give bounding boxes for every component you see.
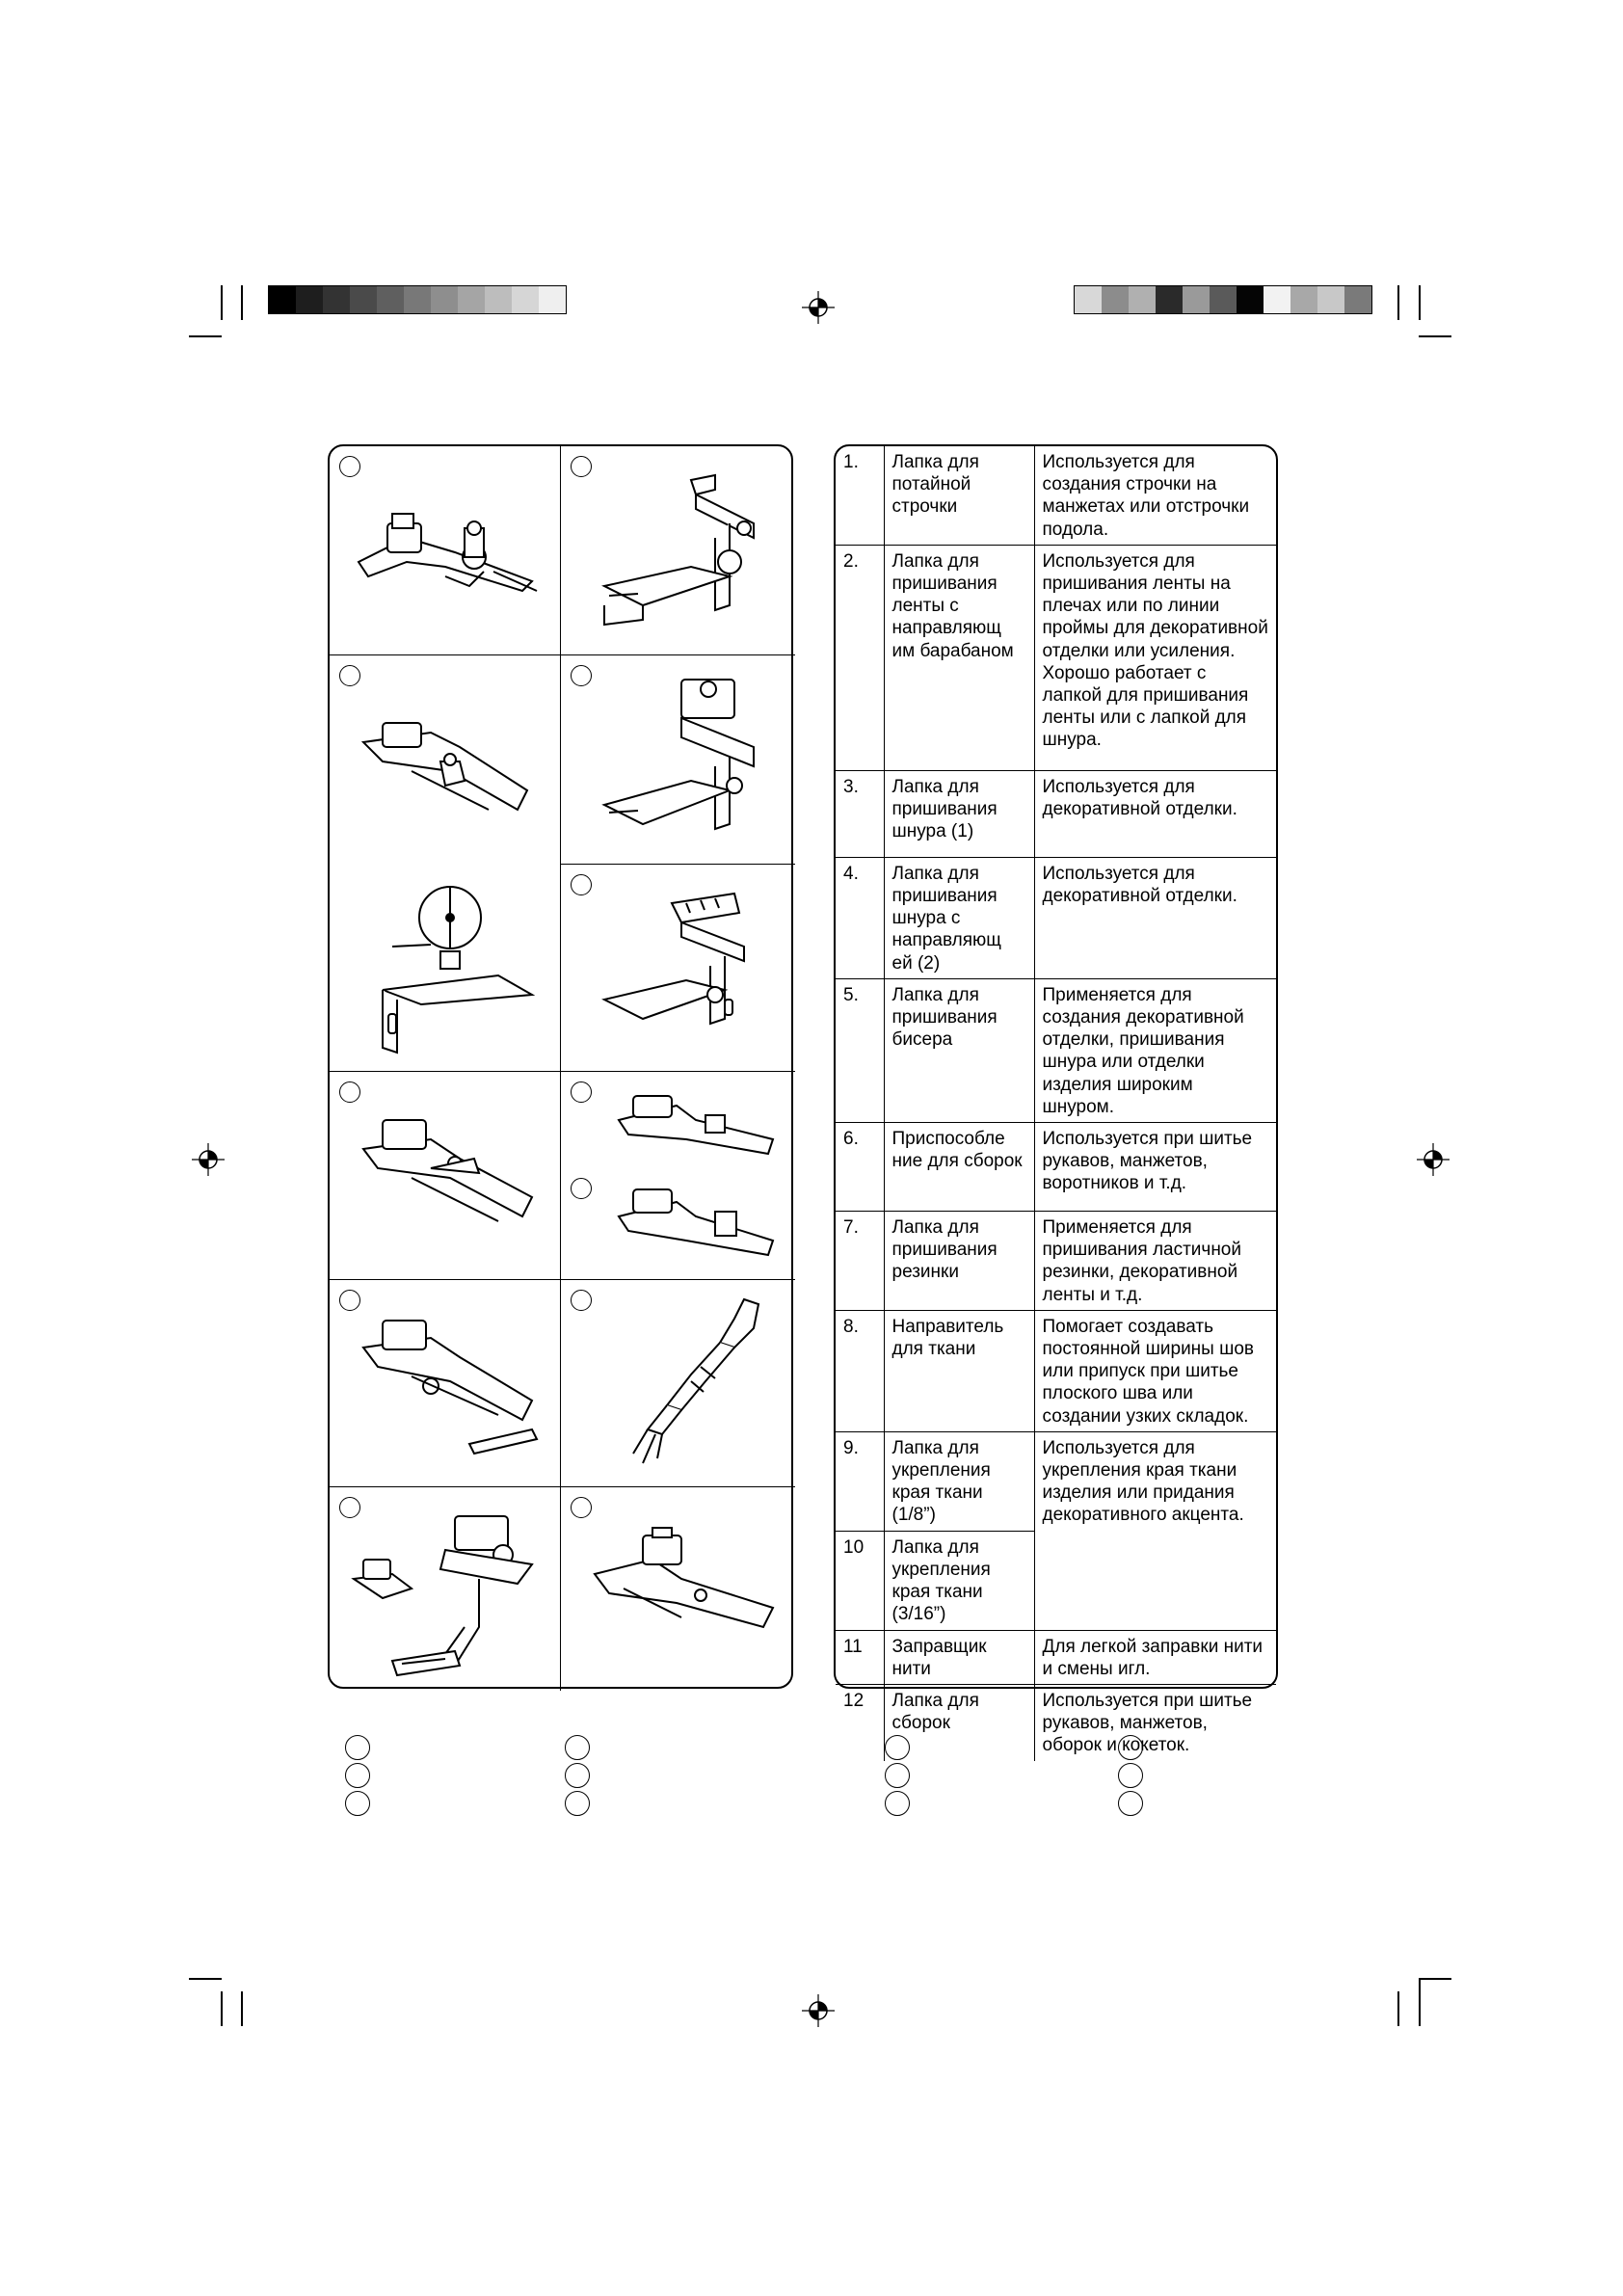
legend-circle <box>345 1763 370 1788</box>
item-description: Используется для создания строчки на манжетах или отстрочки подола. <box>1034 446 1276 545</box>
legend-circle <box>885 1735 910 1760</box>
item-description <box>1034 545 1276 770</box>
figure-number-circle <box>571 1497 592 1518</box>
legend-circle <box>565 1791 590 1816</box>
item-description-main: Используется для пришивания ленты на плечах или по линии проймы для декоративной отделки или усиления. <box>1042 550 1268 661</box>
figure-number-circle <box>339 1081 360 1103</box>
item-name: Лапка для укрепления края ткани (1/8”) <box>884 1431 1034 1531</box>
item-number: 3. <box>836 770 884 857</box>
crop-mark <box>1419 1978 1421 2026</box>
table-row <box>836 545 1276 770</box>
item-number: 8. <box>836 1310 884 1431</box>
item-number: 1. <box>836 446 884 545</box>
legend-circle <box>345 1791 370 1816</box>
legend-circle <box>1118 1735 1143 1760</box>
table-row <box>836 446 1276 545</box>
tape-reel-guide-icon <box>354 869 546 1062</box>
figure-cell <box>330 1072 561 1280</box>
item-number: 2. <box>836 545 884 770</box>
blind-stitch-foot-icon <box>349 494 542 620</box>
crop-mark <box>221 285 223 320</box>
legend-circle <box>565 1735 590 1760</box>
item-name: Лапка для сборок <box>884 1684 1034 1760</box>
item-number: 10 <box>836 1531 884 1630</box>
tape-guide-icon <box>585 470 778 639</box>
figure-number-circle <box>571 1081 592 1103</box>
item-name: Лапка для пришивания шнура с направляющ ей (2) <box>884 857 1034 978</box>
item-name: Лапка для укрепления края ткани (3/16”) <box>884 1531 1034 1630</box>
registration-mark-icon <box>192 1143 225 1176</box>
crop-mark <box>241 285 243 320</box>
item-number: 5. <box>836 978 884 1122</box>
item-number: 9. <box>836 1431 884 1531</box>
figure-cell <box>561 1487 795 1691</box>
crop-mark <box>189 1978 222 1980</box>
legend-circle <box>885 1763 910 1788</box>
table-row <box>836 857 1276 978</box>
shirring-attachment-icon <box>354 1101 546 1255</box>
accessories-table <box>834 444 1278 1756</box>
figure-number-circle <box>339 665 360 686</box>
table-row <box>836 1630 1276 1684</box>
item-number: 12 <box>836 1684 884 1760</box>
item-number: 11 <box>836 1630 884 1684</box>
figure-cell <box>561 865 795 1072</box>
fabric-guide-icon <box>344 1511 551 1685</box>
item-description: Используется для декоративной отделки. <box>1034 770 1276 857</box>
figure-number-circle <box>571 1178 592 1199</box>
crop-mark <box>241 1991 243 2026</box>
item-description-note: Хорошо работает с лапкой для пришивания ленты или с лапкой для шнура. <box>1042 662 1249 751</box>
item-name: Направитель для ткани <box>884 1310 1034 1431</box>
crop-mark <box>1419 1978 1451 1980</box>
needle-threader-icon <box>590 1290 773 1482</box>
table-row <box>836 1310 1276 1431</box>
figure-number-circle <box>571 874 592 895</box>
registration-mark-icon <box>802 291 835 324</box>
registration-mark-icon <box>1417 1143 1450 1176</box>
figure-cell <box>330 655 561 865</box>
item-description: Применяется для создания декоративной отделки, пришивания шнура или отделки изделия широким шнуром. <box>1034 978 1276 1122</box>
crop-mark <box>1397 1991 1399 2026</box>
table-row <box>836 1431 1276 1531</box>
figure-cell <box>561 1280 795 1487</box>
item-description: Используется при шитье рукавов, манжетов, оборок и кокеток. <box>1034 1684 1276 1760</box>
item-description: Применяется для пришивания ластичной резинки, декоративной ленты и т.д. <box>1034 1212 1276 1311</box>
figure-cell <box>330 865 561 1072</box>
figure-cell <box>330 1280 561 1487</box>
item-description: Используется для декоративной отделки. <box>1034 857 1276 978</box>
item-name: Лапка для пришивания бисера <box>884 978 1034 1122</box>
edge-foot-small-icon <box>609 1081 783 1168</box>
crop-mark <box>1419 335 1451 337</box>
item-name: Лапка для потайной строчки <box>884 446 1034 545</box>
crop-mark <box>1419 285 1421 320</box>
item-number: 6. <box>836 1123 884 1212</box>
figure-cell <box>330 1487 561 1691</box>
table-row <box>836 1123 1276 1212</box>
color-bar-right <box>1074 285 1372 314</box>
figure-panel <box>328 444 793 1689</box>
legend-circle <box>1118 1791 1143 1816</box>
item-name: Лапка для пришивания резинки <box>884 1212 1034 1311</box>
color-bar-left <box>268 285 567 314</box>
legend-circle <box>1118 1763 1143 1788</box>
item-name: Лапка для пришивания ленты с направляющ им барабаном <box>884 545 1034 770</box>
cording-foot-guide-icon <box>585 670 778 853</box>
figure-number-circle <box>339 456 360 477</box>
item-number: 7. <box>836 1212 884 1311</box>
bead-foot-guide-icon <box>590 889 773 1062</box>
table-row <box>836 978 1276 1122</box>
figure-number-circle <box>339 1290 360 1311</box>
item-name: Заправщик нити <box>884 1630 1034 1684</box>
figure-number-circle <box>571 1290 592 1311</box>
figure-cell <box>561 1072 795 1280</box>
item-description: Помогает создавать постоянной ширины шов или припуск при шитье плоского шва или создании узких складок. <box>1034 1310 1276 1431</box>
legend-circle <box>345 1735 370 1760</box>
cording-foot-icon <box>354 704 546 839</box>
table-row <box>836 770 1276 857</box>
item-name: Приспособле ние для сборок <box>884 1123 1034 1212</box>
legend-circle <box>885 1791 910 1816</box>
gathering-foot-icon <box>585 1526 783 1661</box>
item-description: Для легкой заправки нити и смены игл. <box>1034 1630 1276 1684</box>
item-description: Используется при шитье рукавов, манжетов, воротников и т.д. <box>1034 1123 1276 1212</box>
legend-circle <box>565 1763 590 1788</box>
elastic-foot-icon <box>354 1309 546 1473</box>
item-name: Лапка для пришивания шнура (1) <box>884 770 1034 857</box>
crop-mark <box>189 335 222 337</box>
crop-mark <box>1397 285 1399 320</box>
table-row <box>836 1212 1276 1311</box>
registration-mark-icon <box>802 1994 835 2027</box>
crop-mark <box>221 1991 223 2026</box>
item-number: 4. <box>836 857 884 978</box>
figure-cell <box>561 446 795 655</box>
edge-foot-large-icon <box>609 1178 783 1274</box>
figure-cell <box>561 655 795 865</box>
item-description: Используется для укрепления края ткани изделия или придания декоративного акцента. <box>1034 1431 1276 1630</box>
figure-cell <box>330 446 561 655</box>
